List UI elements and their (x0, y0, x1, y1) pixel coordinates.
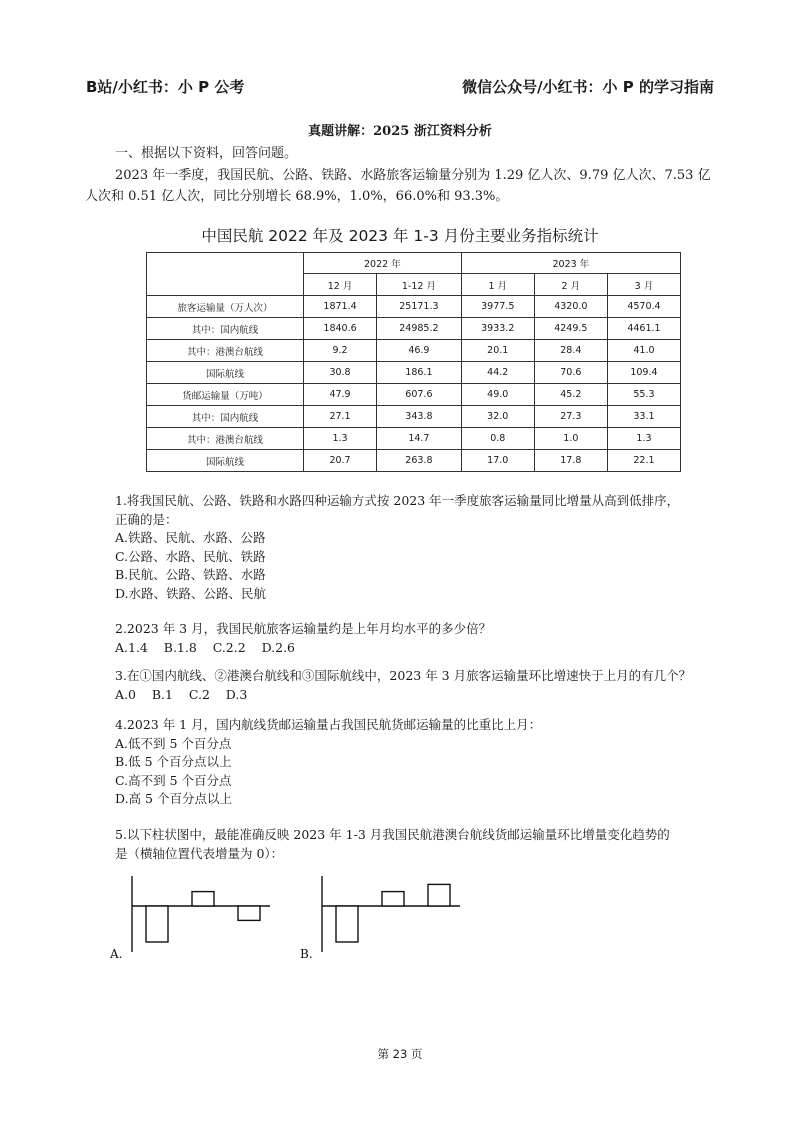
table-row (147, 340, 681, 362)
table-cell: 9.2 (304, 340, 377, 362)
q1-stem-line-2: 正确的是： (115, 511, 178, 527)
q4-option: A.低不到 5 个百分点 (115, 735, 232, 751)
table-cell: 45.2 (534, 384, 607, 406)
table-cell: 607.6 (377, 384, 462, 406)
intro-line-2: 人次和 0.51 亿人次，同比分别增长 68.9%，1.0%，66.0%和 93.3%。 (85, 189, 509, 204)
group-2023: 2023 年 (461, 253, 680, 274)
bar (336, 906, 358, 942)
bar (428, 884, 450, 906)
q3-stem: 3.在①国内航线、②港澳台航线和③国际航线中，2023 年 3 月旅客运输量环比增速快于上月的有几个？ (115, 668, 692, 683)
q1-option: B.民航、公路、铁路、水路 (115, 567, 266, 582)
table-cell: 27.3 (534, 406, 607, 428)
q4-option: B.低 5 个百分点以上 (115, 754, 232, 769)
table-cell: 3933.2 (461, 318, 534, 340)
q1-option: D.水路、铁路、公路、民航 (115, 585, 267, 601)
option-label: A. (110, 947, 123, 961)
table-group-header-row (147, 253, 681, 274)
table-cell: 0.8 (461, 428, 534, 450)
table-body (147, 296, 681, 472)
bar (238, 906, 260, 920)
col-header: 2 月 (534, 274, 607, 296)
table-cell: 32.0 (461, 406, 534, 428)
bar (192, 892, 214, 906)
intro-line-1: 2023 年一季度，我国民航、公路、铁路、水路旅客运输量分别为 1.29 亿人次、9.79 亿人次、7.53 亿 (115, 168, 711, 183)
col-header: 12 月 (304, 274, 377, 296)
table-cell: 4249.5 (534, 318, 607, 340)
q1-option: C.公路、水路、民航、铁路 (115, 548, 266, 564)
section-heading: 一、根据以下资料，回答问题。 (115, 146, 298, 161)
table-cell: 47.9 (304, 384, 377, 406)
header-right: 微信公众号/小红书：小 P 的学习指南 (462, 78, 714, 96)
question-5 (115, 826, 725, 863)
q4-option: D.高 5 个百分点以上 (115, 791, 232, 806)
table-cell: 20.7 (304, 450, 377, 472)
question-2 (115, 620, 725, 657)
row-label: 国际航线 (147, 362, 304, 384)
row-label: 其中：港澳台航线 (147, 428, 304, 450)
table-cell: 30.8 (304, 362, 377, 384)
table-cell: 44.2 (461, 362, 534, 384)
table-row (147, 384, 681, 406)
table-cell: 25171.3 (377, 296, 462, 318)
table-cell: 1.3 (607, 428, 680, 450)
q1-option: A.铁路、民航、水路、公路 (115, 530, 266, 545)
q5-stem-line-2: 是（横轴位置代表增量为 0）： (115, 845, 284, 861)
q2-stem: 2.2023 年 3 月，我国民航旅客运输量约是上年月均水平的多少倍？ (115, 621, 492, 636)
option-a-bar-chart (110, 870, 280, 965)
table-cell: 28.4 (534, 340, 607, 362)
table-cell: 20.1 (461, 340, 534, 362)
table-cell: 24985.2 (377, 318, 462, 340)
table-cell: 17.8 (534, 450, 607, 472)
header-left: B站/小红书：小 P 公考 (86, 78, 245, 96)
table-cell: 4461.1 (607, 318, 680, 340)
question-3 (115, 667, 725, 704)
q3-options: A.0 B.1 C.2 D.3 (115, 686, 248, 702)
table-cell: 1.0 (534, 428, 607, 450)
table-row (147, 318, 681, 340)
q2-options: A.1.4 B.1.8 C.2.2 D.2.6 (115, 639, 295, 655)
row-label: 其中：港澳台航线 (147, 340, 304, 362)
table-cell: 1.3 (304, 428, 377, 450)
row-label: 国际航线 (147, 450, 304, 472)
intro-paragraph (85, 165, 720, 207)
table-cell: 186.1 (377, 362, 462, 384)
group-2022: 2022 年 (304, 253, 462, 274)
table-row (147, 450, 681, 472)
table-cell: 1871.4 (304, 296, 377, 318)
bar (146, 906, 168, 942)
table-cell: 3977.5 (461, 296, 534, 318)
option-b-bar-chart (300, 870, 470, 965)
q5-stem-line-1: 5.以下柱状图中，最能准确反映 2023 年 1-3 月我国民航港澳台航线货邮运输量环比增量变化趋势的 (115, 827, 670, 842)
question-4 (115, 716, 725, 809)
table-cell: 4320.0 (534, 296, 607, 318)
stats-table (146, 252, 681, 472)
row-label: 货邮运输量（万吨） (147, 384, 304, 406)
row-label: 旅客运输量（万人次） (147, 296, 304, 318)
table-cell: 70.6 (534, 362, 607, 384)
table-row (147, 428, 681, 450)
table-title: 中国民航 2022 年及 2023 年 1-3 月份主要业务指标统计 (201, 227, 599, 245)
table-cell: 49.0 (461, 384, 534, 406)
col-header: 3 月 (607, 274, 680, 296)
row-label: 其中：国内航线 (147, 318, 304, 340)
table-cell: 22.1 (607, 450, 680, 472)
table-row (147, 296, 681, 318)
table-cell: 109.4 (607, 362, 680, 384)
q4-stem: 4.2023 年 1 月，国内航线货邮运输量占我国民航货邮运输量的比重比上月： (115, 717, 542, 732)
doc-title: 真题讲解：2025 浙江资料分析 (308, 124, 492, 139)
page-number: 第 23 页 (377, 1047, 423, 1061)
table-cell: 27.1 (304, 406, 377, 428)
table-row (147, 362, 681, 384)
col-header: 1 月 (461, 274, 534, 296)
table-cell: 33.1 (607, 406, 680, 428)
table-cell: 1840.6 (304, 318, 377, 340)
bar (382, 892, 404, 906)
table-cell: 4570.4 (607, 296, 680, 318)
table-row (147, 406, 681, 428)
table-cell: 55.3 (607, 384, 680, 406)
row-label: 其中：国内航线 (147, 406, 304, 428)
col-header: 1-12 月 (377, 274, 462, 296)
option-label: B. (300, 947, 313, 961)
q1-stem-line-1: 1.将我国民航、公路、铁路和水路四种运输方式按 2023 年一季度旅客运输量同比增量从高到低排序， (115, 493, 680, 508)
table-cell: 263.8 (377, 450, 462, 472)
table-cell: 14.7 (377, 428, 462, 450)
question-1 (115, 492, 725, 603)
q4-option: C.高不到 5 个百分点 (115, 772, 232, 788)
table-cell: 17.0 (461, 450, 534, 472)
table-cell: 41.0 (607, 340, 680, 362)
table-cell: 46.9 (377, 340, 462, 362)
table-cell: 343.8 (377, 406, 462, 428)
table-corner (147, 253, 304, 296)
